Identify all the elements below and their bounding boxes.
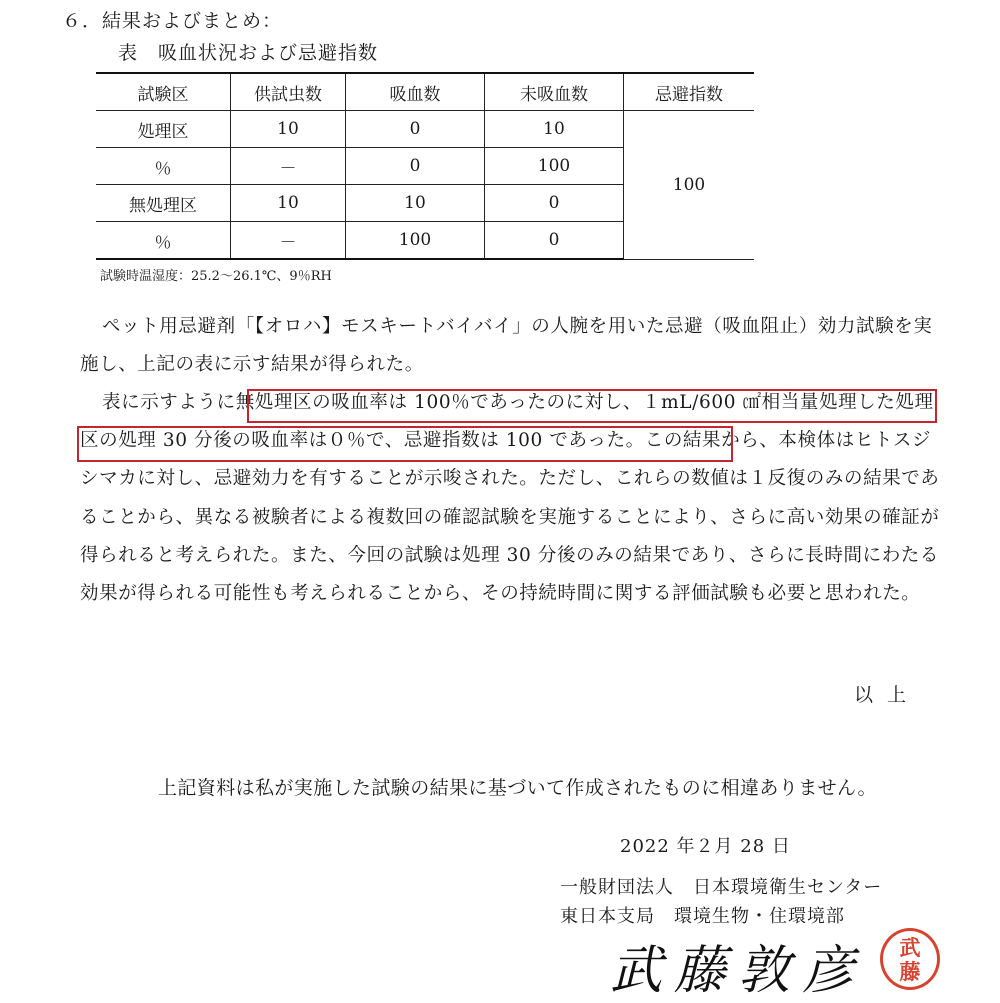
highlighted-finding: 無処理区の吸血率は 100％であったのに対し、１mL/600 ㎠相当量処理した処理区の処理 30 分後の吸血率は０％で、忌避指数は 100 であった。: [80, 392, 934, 452]
handwritten-signature: 武藤敦彦: [610, 941, 867, 1001]
cell-not-fed: 100: [485, 148, 624, 185]
cell-fed: 0: [346, 148, 485, 185]
cell-fed: 0: [346, 111, 485, 148]
table-header-row: [96, 73, 754, 111]
cell-insects: －: [231, 222, 346, 260]
cell-area: ％: [96, 148, 231, 185]
paragraph-results-intro: [80, 308, 940, 384]
header-repellency-index: 忌避指数: [624, 73, 755, 111]
header-blood-fed: 吸血数: [346, 73, 485, 111]
cell-insects: －: [231, 148, 346, 185]
seal-stamp: [880, 928, 940, 990]
cell-repellency-index: 100: [624, 111, 755, 260]
header-test-area: 試験区: [96, 73, 231, 111]
header-insect-count: 供試虫数: [231, 73, 346, 111]
department-name: 東日本支局 環境生物・住環境部: [560, 906, 845, 927]
cell-area: 処理区: [96, 111, 231, 148]
certification-statement: 上記資料は私が実施した試験の結果に基づいて作成されたものに相違ありません。: [158, 777, 877, 799]
table-row: [96, 111, 754, 148]
paragraph2-lead: 表に示すように: [102, 392, 236, 413]
seal-char: 藤: [899, 959, 921, 984]
cell-not-fed: 0: [485, 185, 624, 222]
closing-remark: 以上: [853, 684, 920, 706]
table-caption: 表 吸血状況および忌避指数: [118, 42, 379, 64]
highlight-box: [77, 426, 733, 462]
results-table: [96, 72, 754, 260]
organization-name: 一般財団法人 日本環境衛生センター: [560, 877, 883, 898]
cell-insects: 10: [231, 185, 346, 222]
section-title: ６．結果およびまとめ：: [62, 10, 283, 32]
cell-area: 無処理区: [96, 185, 231, 222]
cell-fed: 10: [346, 185, 485, 222]
highlight-box: [247, 389, 937, 423]
document-date: 2022 年２月 28 日: [620, 836, 791, 857]
cell-not-fed: 0: [485, 222, 624, 260]
cell-area: ％: [96, 222, 231, 260]
cell-not-fed: 10: [485, 111, 624, 148]
seal-char: 武: [899, 935, 921, 960]
cell-fed: 100: [346, 222, 485, 260]
paragraph2-rest: この結果から、本検体はヒトスジシマカに対し、忌避効力を有することが示唆された。ただし、これらの数値は１反復のみの結果であることから、異なる被験者による複数回の確認試験を実施することにより、さらに高い効果の確証が得られると考えられた。また、今回の試験は処理 30 分後のみの結果であり、さらに長時間にわたる効果が得られる可能性も考えられることから、その持続時間に関する評価試験も必要と思われた。: [80, 430, 940, 605]
header-not-blood-fed: 未吸血数: [485, 73, 624, 111]
cell-insects: 10: [231, 111, 346, 148]
paragraph1-text: ペット用忌避剤「【オロハ】モスキートバイバイ」の人腕を用いた忌避（吸血阻止）効力試験を実施し、上記の表に示す結果が得られた。: [80, 316, 933, 376]
test-conditions-note: 試験時温湿度：25.2～26.1℃、9％RH: [100, 269, 332, 284]
